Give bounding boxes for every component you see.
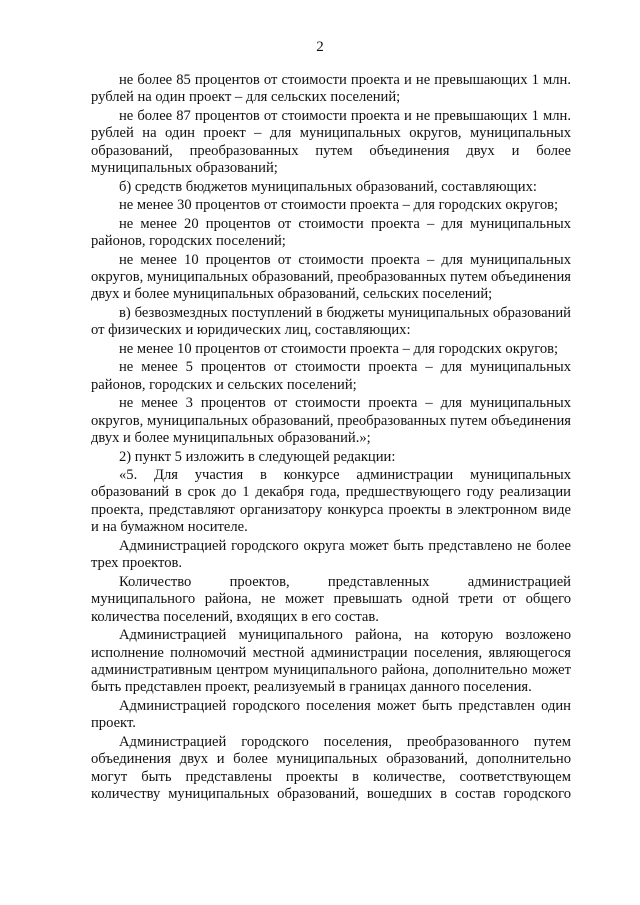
paragraph: Администрацией городского поселения, преобразованного путем объединения двух и более муниципальных образований, дополнительно могут быть представлены проекты в количестве, соответствующем количеству муниципальных образований, вошедших в состав городского <box>91 733 571 803</box>
paragraph: не менее 10 процентов от стоимости проекта – для муниципальных округов, муниципальных образований, преобразованных путем объединения двух и более муниципальных образований, сельских поселений; <box>91 251 571 303</box>
paragraph: не более 87 процентов от стоимости проекта и не превышающих 1 млн. рублей на один проект – для муниципальных округов, муниципальных образований, преобразованных путем объединения двух и более муниципальных образований; <box>91 107 571 177</box>
paragraph: б) средств бюджетов муниципальных образований, составляющих: <box>119 178 537 195</box>
paragraph: не менее 20 процентов от стоимости проекта – для муниципальных районов, городских поселений; <box>91 215 571 250</box>
paragraph: Администрацией муниципального района, на которую возложено исполнение полномочий местной администрации поселения, являющегося административным центром муниципального района, дополнительно может быть представлен проект, реализуемый в границах данного поселения. <box>91 627 571 696</box>
document-body <box>91 72 571 805</box>
paragraph: в) безвозмездных поступлений в бюджеты муниципальных образований от физических и юридических лиц, составляющих: <box>91 304 571 339</box>
paragraph: Администрацией городского округа может быть представлено не более трех проектов. <box>91 537 571 572</box>
paragraph: не менее 3 процентов от стоимости проекта – для муниципальных округов, муниципальных образований, преобразованных путем объединения двух и более муниципальных образований.»; <box>91 395 571 447</box>
paragraph: Администрацией городского поселения может быть представлен один проект. <box>91 697 571 732</box>
paragraph: не менее 5 процентов от стоимости проекта – для муниципальных районов, городских и сельских поселений; <box>91 359 571 393</box>
paragraph: не менее 30 процентов от стоимости проекта – для городских округов; <box>119 197 559 214</box>
paragraph: Количество проектов, представленных администрацией муниципального района, не может превышать одной трети от общего количества поселений, входящих в его состав. <box>91 573 571 625</box>
paragraph: не более 85 процентов от стоимости проекта и не превышающих 1 млн. рублей на один проект – для сельских поселений; <box>91 72 571 106</box>
paragraph: «5. Для участия в конкурсе администрации муниципальных образований в срок до 1 декабря года, предшествующего году реализации проекта, представляют организатору конкурса проекты в электронном виде и на бумажном носителе. <box>91 466 571 536</box>
paragraph: 2) пункт 5 изложить в следующей редакции: <box>119 448 396 465</box>
page-number: 2 <box>316 39 324 55</box>
paragraph: не менее 10 процентов от стоимости проекта – для городских округов; <box>119 340 559 357</box>
